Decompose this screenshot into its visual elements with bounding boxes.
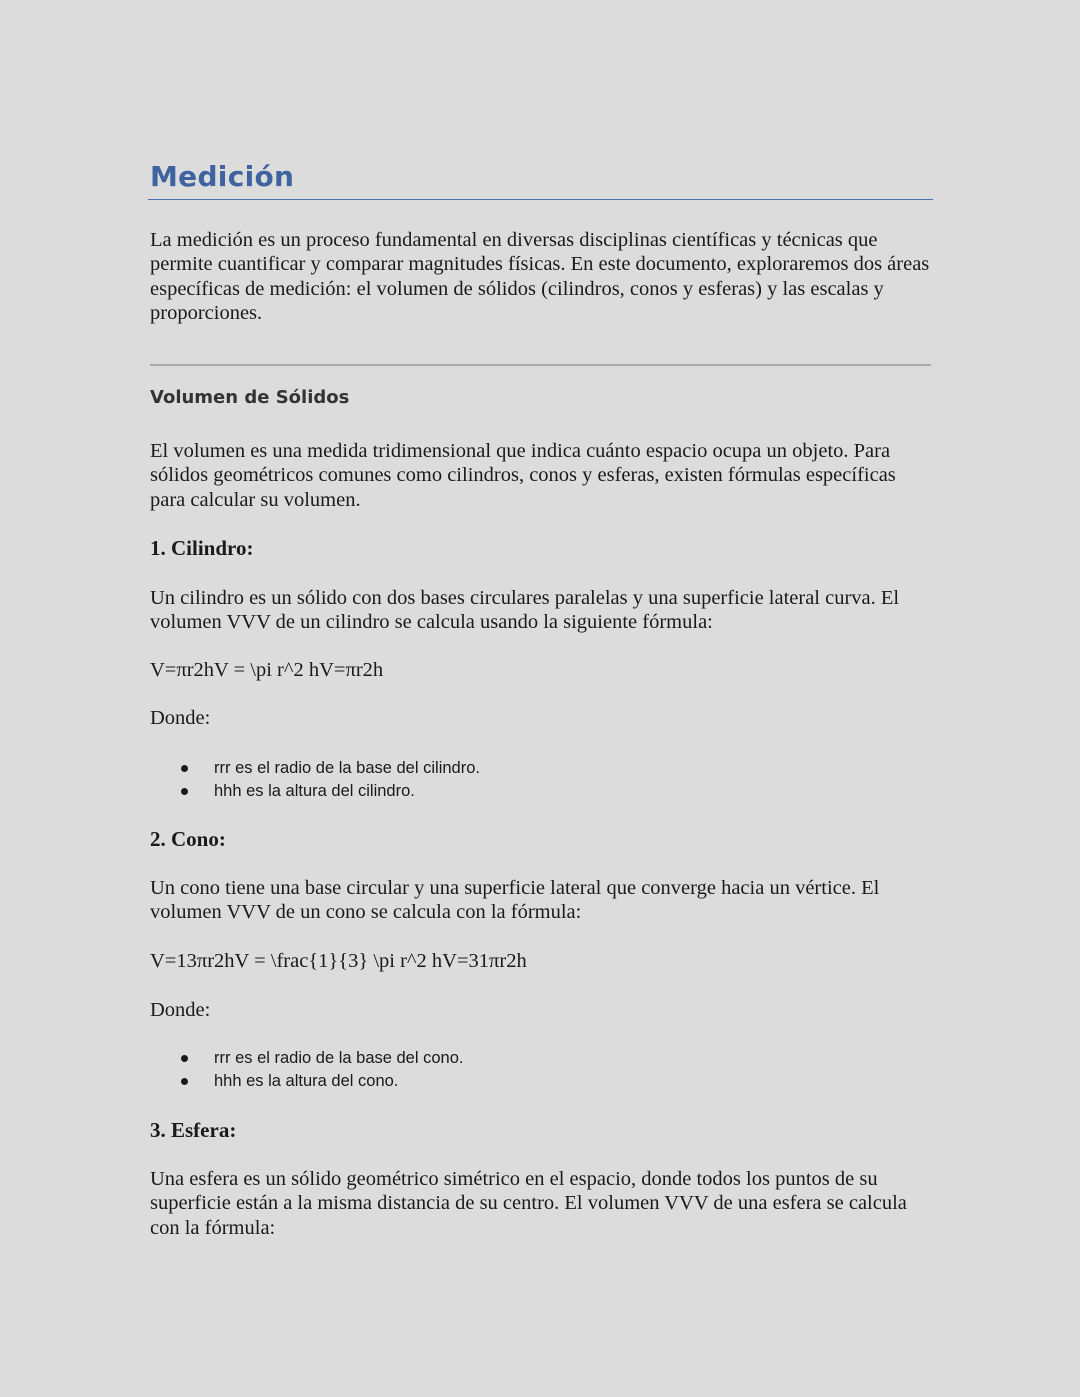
sphere-heading: 3. Esfera: (150, 1118, 237, 1142)
list-item-text: hhh es la altura del cilindro. (214, 782, 415, 800)
cylinder-heading: 1. Cilindro: (150, 536, 254, 560)
cone-formula: V=13πr2hV = \frac{1}{3} \pi r^2 hV=31πr2h (150, 950, 527, 972)
cylinder-where-label: Donde: (150, 707, 211, 729)
page-title: Medición (150, 160, 295, 193)
list-item (178, 1047, 463, 1070)
cone-bullet-list (178, 1047, 463, 1093)
bullet-icon (181, 788, 188, 795)
cone-heading: 2. Cono: (150, 827, 226, 851)
section-intro-paragraph: El volumen es una medida tridimensional que indica cuánto espacio ocupa un objeto. Para sólidos geométricos comunes como cilindros, conos y esferas, existen fórmulas específicas para calcular su volumen. (150, 440, 896, 511)
cylinder-formula: V=πr2hV = \pi r^2 hV=πr2h (150, 659, 384, 681)
bullet-icon (181, 1055, 188, 1062)
title-underline (148, 199, 933, 200)
intro-paragraph: La medición es un proceso fundamental en diversas disciplinas científicas y técnicas que permite cuantificar y comparar magnitudes físicas. En este documento, exploraremos dos áreas específicas de medición: el volumen de sólidos (cilindros, conos y esferas) y las escalas y proporciones. (150, 229, 930, 325)
cone-description: Un cono tiene una base circular y una superficie lateral que converge hacia un vértice. El volumen VVV de un cono se calcula con la fórmula: (150, 877, 880, 924)
list-item (178, 757, 480, 780)
list-item-text: rrr es el radio de la base del cilindro. (214, 759, 480, 777)
cylinder-bullet-list (178, 757, 480, 803)
list-item-text: rrr es el radio de la base del cono. (214, 1049, 464, 1067)
bullet-icon (181, 1078, 188, 1085)
section-title: Volumen de Sólidos (150, 387, 350, 408)
sphere-description: Una esfera es un sólido geométrico simétrico en el espacio, donde todos los puntos de su superficie están a la misma distancia de su centro. El volumen VVV de una esfera se calcula con la fórmula: (150, 1168, 907, 1239)
list-item (178, 1070, 463, 1093)
bullet-icon (181, 765, 188, 772)
list-item-text: hhh es la altura del cono. (214, 1072, 399, 1090)
list-item (178, 780, 480, 803)
cylinder-description: Un cilindro es un sólido con dos bases circulares paralelas y una superficie lateral curva. El volumen VVV de un cilindro se calcula usando la siguiente fórmula: (150, 587, 900, 634)
section-divider (150, 364, 931, 366)
cone-where-label: Donde: (150, 999, 211, 1021)
